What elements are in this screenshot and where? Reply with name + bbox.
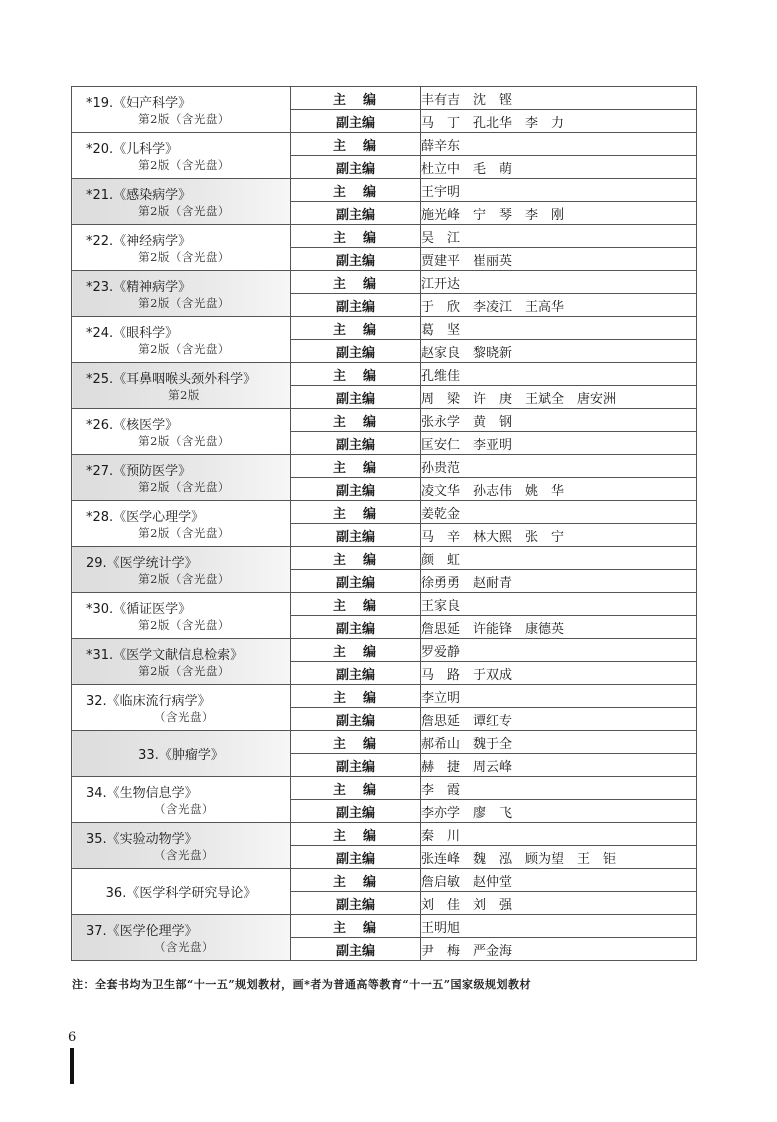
book-title: 34.《生物信息学》: [86, 786, 198, 801]
deputy-editor-names: 马 辛 林大熙 张 宁: [421, 524, 697, 547]
chief-editor-names: 秦 川: [421, 823, 697, 846]
book-cell: [72, 869, 291, 915]
book-row: [72, 271, 697, 294]
deputy-editor-label: 副主编: [291, 432, 421, 455]
book-cell: [72, 409, 291, 455]
deputy-editor-label: 副主编: [291, 892, 421, 915]
book-title: *27.《预防医学》: [86, 464, 192, 479]
deputy-editor-names: 贾建平 崔丽英: [421, 248, 697, 271]
book-cell: [72, 271, 291, 317]
chief-editor-label: 主 编: [291, 225, 421, 248]
deputy-editor-label: 副主编: [291, 708, 421, 731]
book-cell: [72, 133, 291, 179]
chief-editor-names: 姜乾金: [421, 501, 697, 524]
deputy-editor-names: 马 丁 孔北华 李 力: [421, 110, 697, 133]
chief-editor-label: 主 编: [291, 869, 421, 892]
deputy-editor-names: 马 路 于双成: [421, 662, 697, 685]
book-title: 35.《实验动物学》: [86, 832, 198, 847]
book-row: [72, 179, 697, 202]
chief-editor-names: 葛 坚: [421, 317, 697, 340]
chief-editor-label: 主 编: [291, 823, 421, 846]
chief-editor-names: 薛辛东: [421, 133, 697, 156]
deputy-editor-names: 尹 梅 严金海: [421, 938, 697, 961]
chief-editor-names: 颜 虹: [421, 547, 697, 570]
chief-editor-names: 詹启敏 赵仲堂: [421, 869, 697, 892]
chief-editor-label: 主 编: [291, 87, 421, 110]
book-title: *30.《循证医学》: [86, 602, 192, 617]
chief-editor-names: 江开达: [421, 271, 697, 294]
chief-editor-names: 罗爱静: [421, 639, 697, 662]
deputy-editor-label: 副主编: [291, 340, 421, 363]
book-edition: 第2版（含光盘）: [138, 664, 230, 678]
deputy-editor-label: 副主编: [291, 248, 421, 271]
deputy-editor-names: 匡安仁 李亚明: [421, 432, 697, 455]
page-marker-bar: [70, 1048, 74, 1084]
book-cell: [72, 225, 291, 271]
deputy-editor-label: 副主编: [291, 294, 421, 317]
deputy-editor-names: 凌文华 孙志伟 姚 华: [421, 478, 697, 501]
chief-editor-names: 吴 江: [421, 225, 697, 248]
book-edition: （含光盘）: [154, 710, 214, 724]
book-cell: [72, 685, 291, 731]
chief-editor-label: 主 编: [291, 777, 421, 800]
book-title: *31.《医学文献信息检索》: [86, 648, 244, 663]
chief-editor-label: 主 编: [291, 501, 421, 524]
chief-editor-label: 主 编: [291, 731, 421, 754]
book-cell: [72, 915, 291, 961]
chief-editor-label: 主 编: [291, 271, 421, 294]
book-row: [72, 639, 697, 662]
chief-editor-label: 主 编: [291, 639, 421, 662]
deputy-editor-label: 副主编: [291, 846, 421, 869]
chief-editor-label: 主 编: [291, 179, 421, 202]
book-row: [72, 869, 697, 892]
book-edition: 第2版（含光盘）: [138, 526, 230, 540]
book-edition: 第2版（含光盘）: [138, 572, 230, 586]
deputy-editor-names: 李亦学 廖 飞: [421, 800, 697, 823]
chief-editor-names: 孔维佳: [421, 363, 697, 386]
deputy-editor-label: 副主编: [291, 754, 421, 777]
book-edition: 第2版（含光盘）: [138, 480, 230, 494]
book-row: [72, 363, 697, 386]
book-title: *28.《医学心理学》: [86, 510, 205, 525]
chief-editor-label: 主 编: [291, 685, 421, 708]
book-title: *24.《眼科学》: [86, 326, 179, 341]
book-edition: （含光盘）: [154, 848, 214, 862]
chief-editor-names: 张永学 黄 钢: [421, 409, 697, 432]
book-edition: 第2版（含光盘）: [138, 204, 230, 218]
chief-editor-names: 王家良: [421, 593, 697, 616]
book-edition: 第2版: [168, 388, 200, 402]
book-row: [72, 455, 697, 478]
chief-editor-names: 孙贵范: [421, 455, 697, 478]
chief-editor-label: 主 编: [291, 133, 421, 156]
book-cell: [72, 547, 291, 593]
book-row: [72, 87, 697, 110]
chief-editor-names: 郝希山 魏于全: [421, 731, 697, 754]
deputy-editor-label: 副主编: [291, 110, 421, 133]
deputy-editor-label: 副主编: [291, 800, 421, 823]
book-cell: [72, 501, 291, 547]
chief-editor-names: 王宇明: [421, 179, 697, 202]
book-row: [72, 409, 697, 432]
book-row: [72, 823, 697, 846]
book-title: *23.《精神病学》: [86, 280, 192, 295]
book-row: [72, 133, 697, 156]
deputy-editor-names: 张连峰 魏 泓 顾为望 王 钜: [421, 846, 697, 869]
book-title: 32.《临床流行病学》: [86, 694, 211, 709]
deputy-editor-label: 副主编: [291, 616, 421, 639]
chief-editor-label: 主 编: [291, 409, 421, 432]
book-cell: [72, 363, 291, 409]
book-edition: 第2版（含光盘）: [138, 112, 230, 126]
book-edition: 第2版（含光盘）: [138, 342, 230, 356]
textbook-editor-table: [71, 86, 697, 961]
book-row: [72, 593, 697, 616]
book-title: *20.《儿科学》: [86, 142, 179, 157]
deputy-editor-label: 副主编: [291, 386, 421, 409]
chief-editor-label: 主 编: [291, 547, 421, 570]
deputy-editor-names: 于 欣 李凌江 王高华: [421, 294, 697, 317]
book-row: [72, 685, 697, 708]
book-title: 33.《肿瘤学》: [138, 748, 224, 763]
deputy-editor-label: 副主编: [291, 524, 421, 547]
deputy-editor-label: 副主编: [291, 202, 421, 225]
chief-editor-label: 主 编: [291, 915, 421, 938]
chief-editor-names: 丰有吉 沈 铿: [421, 87, 697, 110]
book-title: *26.《核医学》: [86, 418, 179, 433]
chief-editor-label: 主 编: [291, 593, 421, 616]
book-cell: [72, 317, 291, 363]
deputy-editor-names: 周 梁 许 庚 王斌全 唐安洲: [421, 386, 697, 409]
book-edition: 第2版（含光盘）: [138, 158, 230, 172]
book-title: *25.《耳鼻咽喉头颈外科学》: [86, 372, 257, 387]
deputy-editor-names: 赫 捷 周云峰: [421, 754, 697, 777]
chief-editor-names: 李立明: [421, 685, 697, 708]
book-row: [72, 317, 697, 340]
book-row: [72, 777, 697, 800]
book-edition: 第2版（含光盘）: [138, 618, 230, 632]
book-cell: [72, 823, 291, 869]
book-title: *19.《妇产科学》: [86, 96, 192, 111]
book-cell: [72, 179, 291, 225]
chief-editor-names: 李 霞: [421, 777, 697, 800]
book-title: 29.《医学统计学》: [86, 556, 198, 571]
book-row: [72, 225, 697, 248]
deputy-editor-label: 副主编: [291, 662, 421, 685]
book-cell: [72, 777, 291, 823]
book-row: [72, 731, 697, 754]
chief-editor-label: 主 编: [291, 455, 421, 478]
deputy-editor-label: 副主编: [291, 478, 421, 501]
book-cell: [72, 455, 291, 501]
deputy-editor-names: 杜立中 毛 萌: [421, 156, 697, 179]
deputy-editor-names: 詹思延 谭红专: [421, 708, 697, 731]
deputy-editor-names: 刘 佳 刘 强: [421, 892, 697, 915]
deputy-editor-label: 副主编: [291, 938, 421, 961]
book-title: *21.《感染病学》: [86, 188, 192, 203]
book-edition: 第2版（含光盘）: [138, 434, 230, 448]
deputy-editor-names: 詹思延 许能锋 康德英: [421, 616, 697, 639]
book-cell: [72, 87, 291, 133]
page-number: 6: [68, 1030, 77, 1045]
footnote: 注：全套书均为卫生部“十一五”规划教材，画*者为普通高等教育“十一五”国家级规划教材: [72, 978, 532, 991]
book-cell: [72, 639, 291, 685]
book-edition: （含光盘）: [154, 802, 214, 816]
book-row: [72, 915, 697, 938]
book-title: 37.《医学伦理学》: [86, 924, 198, 939]
book-row: [72, 547, 697, 570]
book-edition: （含光盘）: [154, 940, 214, 954]
book-title: *22.《神经病学》: [86, 234, 192, 249]
chief-editor-label: 主 编: [291, 317, 421, 340]
deputy-editor-names: 施光峰 宁 琴 李 刚: [421, 202, 697, 225]
book-row: [72, 501, 697, 524]
book-cell: [72, 731, 291, 777]
deputy-editor-label: 副主编: [291, 156, 421, 179]
chief-editor-label: 主 编: [291, 363, 421, 386]
deputy-editor-names: 赵家良 黎晓新: [421, 340, 697, 363]
deputy-editor-names: 徐勇勇 赵耐青: [421, 570, 697, 593]
book-edition: 第2版（含光盘）: [138, 250, 230, 264]
deputy-editor-label: 副主编: [291, 570, 421, 593]
book-title: 36.《医学科学研究导论》: [105, 886, 257, 901]
book-edition: 第2版（含光盘）: [138, 296, 230, 310]
book-cell: [72, 593, 291, 639]
chief-editor-names: 王明旭: [421, 915, 697, 938]
